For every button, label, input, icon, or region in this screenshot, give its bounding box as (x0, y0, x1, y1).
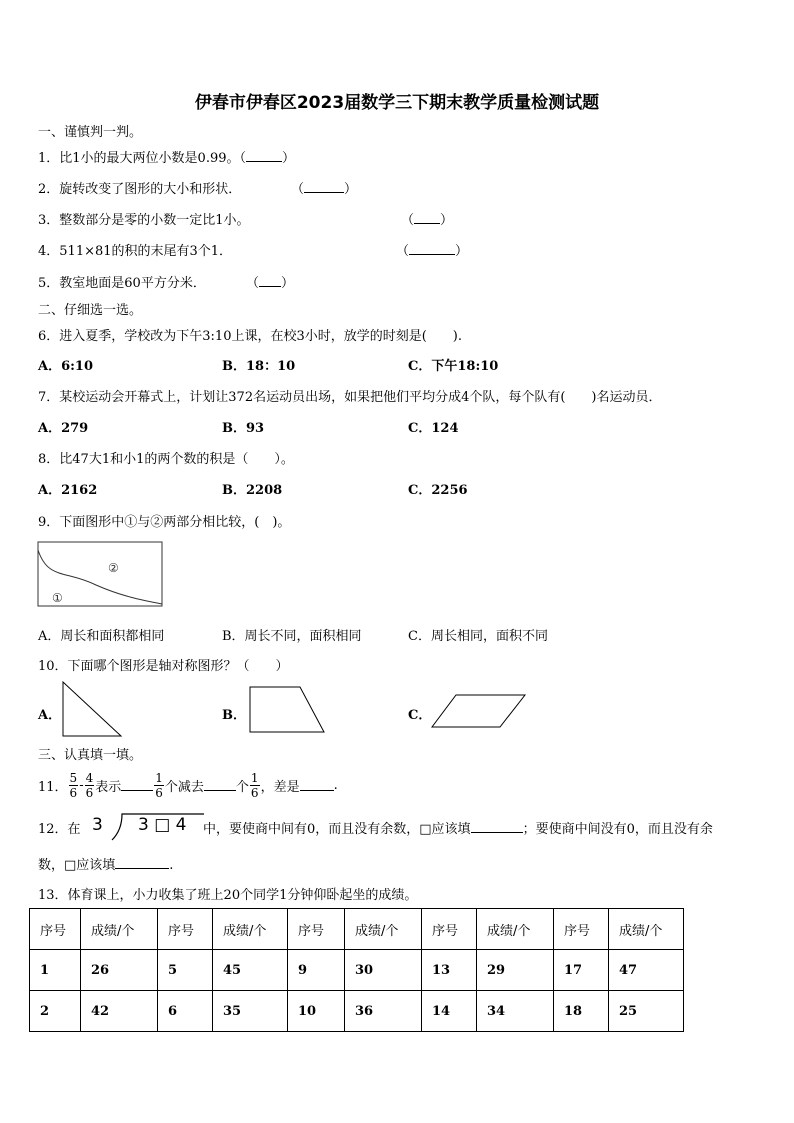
bracket-open: （ (396, 244, 410, 259)
question-6-option-a: A．6:10 (38, 359, 94, 374)
question-8-option-a: A．2162 (38, 483, 98, 498)
answer-blank (409, 243, 455, 255)
section-heading-3: 三、认真填一填。 (38, 748, 143, 763)
table-cell: 序号 (158, 909, 213, 950)
table-cell: 9 (288, 950, 345, 991)
bracket-close: ） (344, 182, 358, 197)
section-heading-1: 一、谨慎判一判。 (38, 125, 143, 140)
question-13: 13．体育课上，小力收集了班上20个同学1分钟仰卧起坐的成绩。 (38, 888, 418, 903)
text-segment: ，差是 (260, 779, 300, 795)
table-cell: 14 (422, 991, 477, 1032)
question-6: 6．进入夏季，学校改为下午3:10上课，在校3小时，放学的时刻是( ). (38, 329, 463, 344)
table-cell: 47 (609, 950, 684, 991)
question-12-line2 (38, 854, 173, 873)
table-cell: 17 (554, 950, 609, 991)
answer-blank (414, 212, 440, 224)
denominator: 6 (155, 785, 163, 800)
table-cell: 36 (345, 991, 422, 1032)
question-3 (38, 209, 250, 228)
bracket-open: （ (246, 276, 260, 291)
table-cell: 序号 (30, 909, 81, 950)
answer-blank (246, 150, 282, 162)
table-cell: 1 (30, 950, 81, 991)
text-segment: 表示 (95, 779, 122, 795)
numerator: 5 (69, 770, 78, 785)
table-cell: 35 (213, 991, 288, 1032)
text-segment: 中，要使商中间有0，而且没有余数，□应该填 (203, 822, 471, 837)
table-cell: 成绩/个 (213, 909, 288, 950)
question-10-option-c: C． (408, 708, 432, 723)
question-9-option-a: A．周长和面积都相同 (38, 629, 165, 644)
question-7-option-b: B．93 (222, 421, 265, 436)
table-cell: 42 (81, 991, 158, 1032)
table-cell: 13 (422, 950, 477, 991)
question-6-option-b: B．18：10 (222, 359, 296, 374)
table-cell: 成绩/个 (477, 909, 554, 950)
table-cell: 34 (477, 991, 554, 1032)
question-8-option-b: B．2208 (222, 483, 283, 498)
text-segment: 数，□应该填 (38, 858, 116, 873)
question-3-text: 3．整数部分是零的小数一定比1小。 (38, 213, 250, 228)
parallelogram-icon (430, 693, 528, 729)
fraction-1-6 (250, 771, 260, 800)
table-cell: 序号 (288, 909, 345, 950)
dividend: 3 □ 4 (138, 815, 187, 835)
table-cell: 序号 (422, 909, 477, 950)
table-cell: 成绩/个 (345, 909, 422, 950)
question-7-option-a: A．279 (38, 421, 89, 436)
question-1-text: 1．比1小的最大两位小数是0.99。（ (38, 151, 246, 166)
table-cell: 10 (288, 991, 345, 1032)
long-division-figure (90, 812, 202, 840)
answer-blank (300, 779, 334, 791)
question-6-option-c: C．下午18:10 (408, 359, 499, 374)
situp-score-table (29, 908, 684, 1032)
question-12-prefix: 12．在 (38, 822, 81, 837)
denominator: 6 (69, 785, 78, 800)
numerator: 1 (250, 770, 259, 785)
question-3-answer (401, 209, 453, 228)
answer-blank (259, 275, 281, 287)
answer-blank (304, 181, 344, 193)
question-9-option-c: C．周长相同，面积不同 (408, 629, 548, 644)
fraction-1-6 (154, 771, 164, 800)
text-segment: . (169, 858, 174, 873)
answer-blank (115, 857, 169, 869)
question-4-answer (396, 240, 468, 259)
page-title: 伊春市伊春区2023届数学三下期末教学质量检测试题 (194, 93, 600, 113)
answer-blank (121, 779, 153, 791)
table-cell: 2 (30, 991, 81, 1032)
question-1 (38, 147, 295, 166)
table-cell: 成绩/个 (81, 909, 158, 950)
question-4-text: 4．511×81的积的末尾有3个1． (38, 244, 233, 259)
numerator: 4 (85, 770, 94, 785)
question-2-answer (291, 178, 357, 197)
minus-sign: - (79, 777, 84, 793)
table-cell: 30 (345, 950, 422, 991)
section-heading-2: 二、仔细选一选。 (38, 303, 143, 318)
region-label-1: ① (52, 591, 63, 605)
table-cell: 45 (213, 950, 288, 991)
answer-blank (471, 821, 523, 833)
table-cell: 5 (158, 950, 213, 991)
question-4 (38, 240, 232, 259)
region-label-2: ② (108, 561, 119, 575)
numerator: 1 (155, 770, 163, 785)
answer-blank (204, 779, 236, 791)
question-10-option-b: B． (222, 708, 246, 723)
bracket-close: ） (282, 151, 296, 166)
text-segment: . (333, 777, 338, 793)
question-9: 9．下面图形中①与②两部分相比较，( )。 (38, 515, 291, 530)
question-5-answer (246, 272, 294, 291)
question-10-option-a: A． (38, 708, 62, 723)
question-number: 11． (38, 779, 68, 795)
question-2 (38, 178, 241, 197)
question-5 (38, 272, 206, 291)
fraction-4-6 (85, 771, 95, 800)
denominator: 6 (250, 785, 259, 800)
table-cell: 18 (554, 991, 609, 1032)
bracket-open: （ (291, 182, 305, 197)
question-8: 8．比47大1和小1的两个数的积是（ ）。 (38, 452, 294, 467)
question-8-option-c: C．2256 (408, 483, 468, 498)
table-row (30, 950, 684, 991)
question-2-text: 2．旋转改变了图形的大小和形状． (38, 182, 242, 197)
divided-rectangle-figure (36, 540, 166, 610)
question-10: 10．下面哪个图形是轴对称图形？（ ） (38, 659, 289, 674)
table-cell: 成绩/个 (609, 909, 684, 950)
trapezoid-icon (247, 685, 327, 735)
right-triangle-icon (60, 680, 124, 738)
question-7-option-c: C．124 (408, 421, 459, 436)
question-9-option-b: B．周长不同，面积相同 (222, 629, 362, 644)
fraction-5-6 (69, 771, 79, 800)
text-segment: ；要使商中间没有0，而且没有余 (522, 822, 713, 837)
bracket-close: ） (455, 244, 469, 259)
table-row (30, 991, 684, 1032)
divisor: 3 (92, 815, 103, 835)
question-11 (38, 767, 338, 803)
text-segment: 个减去 (164, 779, 204, 795)
table-cell: 25 (609, 991, 684, 1032)
table-cell: 序号 (554, 909, 609, 950)
question-5-text: 5．教室地面是60平方分米． (38, 276, 206, 291)
table-cell: 6 (158, 991, 213, 1032)
bracket-close: ） (281, 276, 295, 291)
table-header-row (30, 909, 684, 950)
table-cell: 29 (477, 950, 554, 991)
question-12-line1 (203, 818, 713, 837)
table-cell: 26 (81, 950, 158, 991)
bracket-open: （ (401, 213, 415, 228)
denominator: 6 (85, 785, 94, 800)
text-segment: 个 (235, 779, 249, 795)
bracket-close: ） (440, 213, 454, 228)
question-7: 7．某校运动会开幕式上，计划让372名运动员出场，如果把他们平均分成4个队，每个队有( )名运动员． (38, 390, 662, 405)
